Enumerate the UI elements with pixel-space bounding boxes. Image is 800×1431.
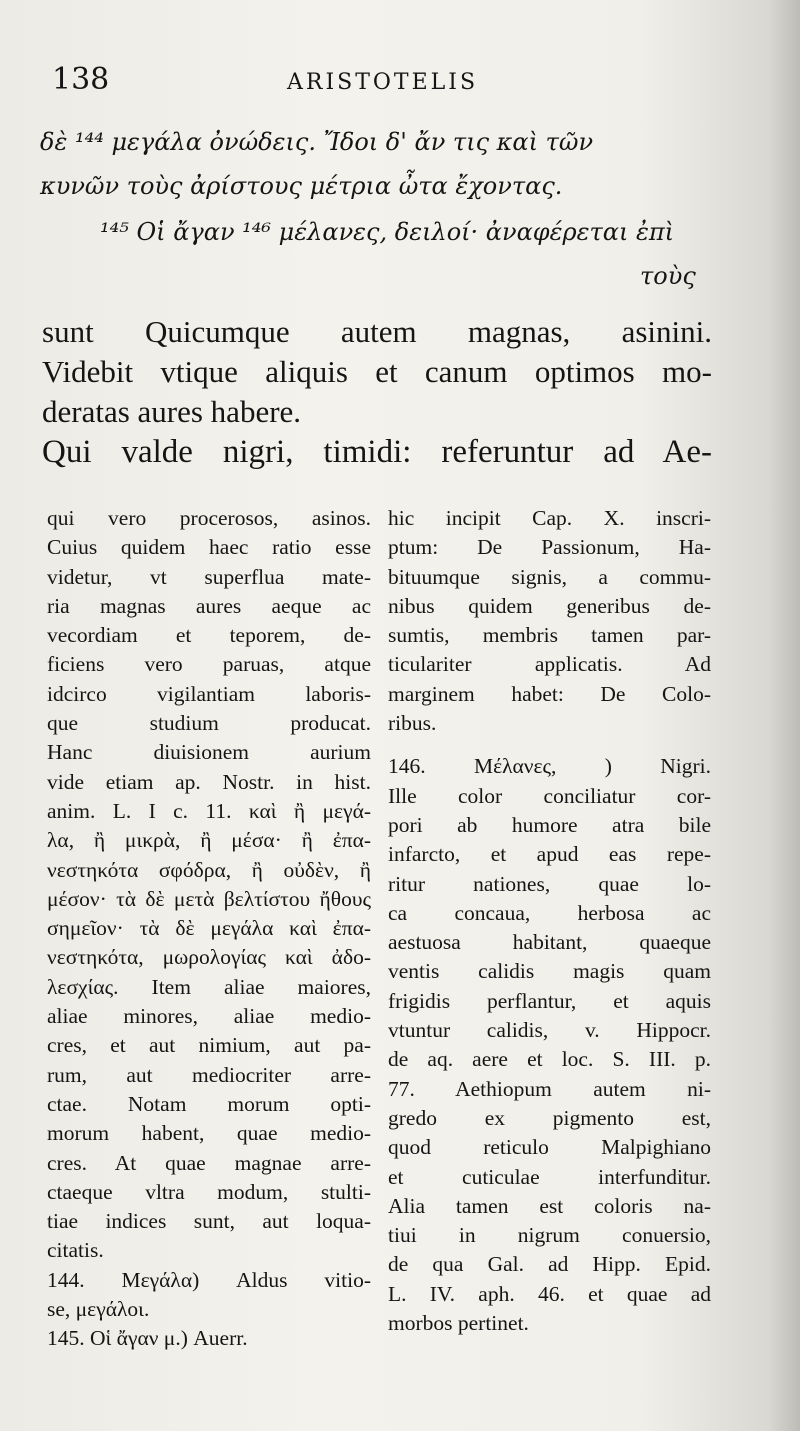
note-line: ventis calidis magis quam bbox=[388, 959, 711, 984]
note-line: qui vero procerosos, asinos. bbox=[47, 506, 371, 530]
note-line: Cuius quidem haec ratio esse bbox=[47, 535, 371, 560]
note-line: de aq. aere et loc. S. III. p. bbox=[388, 1047, 711, 1072]
note-line: σημεῖον· τὰ δὲ μεγάλα καὶ ἐπα- bbox=[47, 916, 371, 941]
note-line: ficiens vero paruas, atque bbox=[47, 652, 371, 677]
note-line: vtuntur calidis, v. Hippocr. bbox=[388, 1018, 711, 1043]
note-line: cres. At quae magnae arre- bbox=[47, 1150, 371, 1175]
note-line: rum, aut mediocriter arre- bbox=[47, 1062, 371, 1087]
note-line: idcirco vigilantiam laboris- bbox=[47, 681, 371, 706]
page-header bbox=[52, 62, 712, 102]
note-line: ptum: De Passionum, Ha- bbox=[388, 535, 711, 560]
note-line: ca concaua, herbosa ac bbox=[388, 900, 711, 925]
note-line: anim. L. I c. 11. καὶ ἢ μεγά- bbox=[47, 798, 371, 823]
note-line: que studium producat. bbox=[47, 711, 371, 736]
page-number: 138 bbox=[52, 62, 110, 97]
latin-translation bbox=[42, 312, 712, 432]
note-line: tiui in nigrum conuersio, bbox=[388, 1223, 711, 1248]
note-line: marginem habet: De Colo- bbox=[388, 681, 711, 706]
latin-line-4-block bbox=[42, 432, 712, 472]
latin-line-2: Videbit vtique aliquis et canum optimos mo- bbox=[42, 354, 712, 389]
note-line: infarcto, et apud eas repe- bbox=[388, 842, 711, 867]
note-line: ctae. Notam morum opti- bbox=[47, 1091, 371, 1116]
note-line: videtur, vt superflua mate- bbox=[47, 564, 371, 589]
note-line: vide etiam ap. Nostr. in hist. bbox=[47, 769, 371, 794]
note-line: tiae indices sunt, aut loqua- bbox=[47, 1209, 371, 1234]
note-line: morum habent, quae medio- bbox=[47, 1121, 371, 1146]
note-line: νεστηκότα, μωρολογίας καὶ ἀδο- bbox=[47, 945, 371, 970]
latin-line-1: sunt Quicumque autem magnas, asinini. bbox=[42, 314, 712, 349]
note-line: Hanc diuisionem aurium bbox=[47, 740, 371, 765]
note-line: hic incipit Cap. X. inscri- bbox=[388, 506, 711, 530]
notes-left-column bbox=[47, 504, 371, 1354]
note-line: λεσχίας. Item aliae maiores, bbox=[47, 974, 371, 999]
note-line: bituumque signis, a commu- bbox=[388, 564, 711, 589]
note-line: ticulariter applicatis. Ad bbox=[388, 652, 711, 677]
notes-right-column bbox=[388, 504, 711, 1338]
note-line: et cuticulae interfunditur. bbox=[388, 1164, 711, 1189]
note-line: ritur nationes, quae lo- bbox=[388, 871, 711, 896]
note-line: aestuosa habitant, quaeque bbox=[388, 930, 711, 955]
note-line: ctaeque vltra modum, stulti- bbox=[47, 1179, 371, 1204]
note-line: 145. Οἱ ἄγαν μ.) Auerr. bbox=[47, 1326, 248, 1351]
note-line: aliae minores, aliae medio- bbox=[47, 1004, 371, 1029]
note-line: se, μεγάλοι. bbox=[47, 1297, 150, 1322]
note-line: gredo ex pigmento est, bbox=[388, 1105, 711, 1130]
greek-line-3: ¹⁴⁵ Οἱ ἄγαν ¹⁴⁶ μέλανες, δειλοί· ἀναφέρεται ἐπὶ bbox=[100, 218, 675, 246]
note-line: frigidis perflantur, et aquis bbox=[388, 988, 711, 1013]
note-line: sumtis, membris tamen par- bbox=[388, 623, 711, 648]
note-line: 77. Aethiopum autem ni- bbox=[388, 1076, 711, 1101]
note-line: de qua Gal. ad Hipp. Epid. bbox=[388, 1252, 711, 1277]
note-line: cres, et aut nimium, aut pa- bbox=[47, 1033, 371, 1058]
greek-line-1: δὲ ¹⁴⁴ μεγάλα ὀνώδεις. Ἴδοι δ' ἄν τις καὶ τῶν bbox=[40, 128, 594, 156]
note-line: morbos pertinet. bbox=[388, 1311, 529, 1336]
note-line: 144. Μεγάλα) Aldus vitio- bbox=[47, 1267, 371, 1292]
note-line: νεστηκότα σφόδρα, ἢ οὐδὲν, ἢ bbox=[47, 857, 371, 882]
note-line: citatis. bbox=[47, 1238, 104, 1263]
note-line: L. IV. aph. 46. et quae ad bbox=[388, 1281, 711, 1306]
note-line: pori ab humore atra bile bbox=[388, 812, 711, 837]
latin-line-4: Qui valde nigri, timidi: referuntur ad Ae- bbox=[42, 434, 712, 470]
note-line: nibus quidem generibus de- bbox=[388, 593, 711, 618]
latin-line-3: deratas aures habere. bbox=[42, 394, 302, 429]
note-line: ribus. bbox=[388, 711, 437, 736]
note-line: Alia tamen est coloris na- bbox=[388, 1193, 711, 1218]
note-line: 146. Μέλανες, ) Nigri. bbox=[388, 754, 711, 779]
note-line: vecordiam et teporem, de- bbox=[47, 623, 371, 648]
note-line: λα, ἢ μικρὰ, ἢ μέσα· ἢ ἐπα- bbox=[47, 828, 371, 853]
greek-line-4: τοὺς bbox=[640, 262, 696, 290]
greek-line-2: κυνῶν τοὺς ἀρίστους μέτρια ὦτα ἔχοντας. bbox=[40, 172, 563, 200]
running-title: ARISTOTELIS bbox=[287, 70, 479, 95]
note-line: ria magnas aures aeque ac bbox=[47, 593, 371, 618]
note-line: quod reticulo Malpighiano bbox=[388, 1135, 711, 1160]
note-line: Ille color conciliatur cor- bbox=[388, 783, 711, 808]
note-line: μέσον· τὰ δὲ μετὰ βελτίστου ἤθους bbox=[47, 886, 371, 911]
